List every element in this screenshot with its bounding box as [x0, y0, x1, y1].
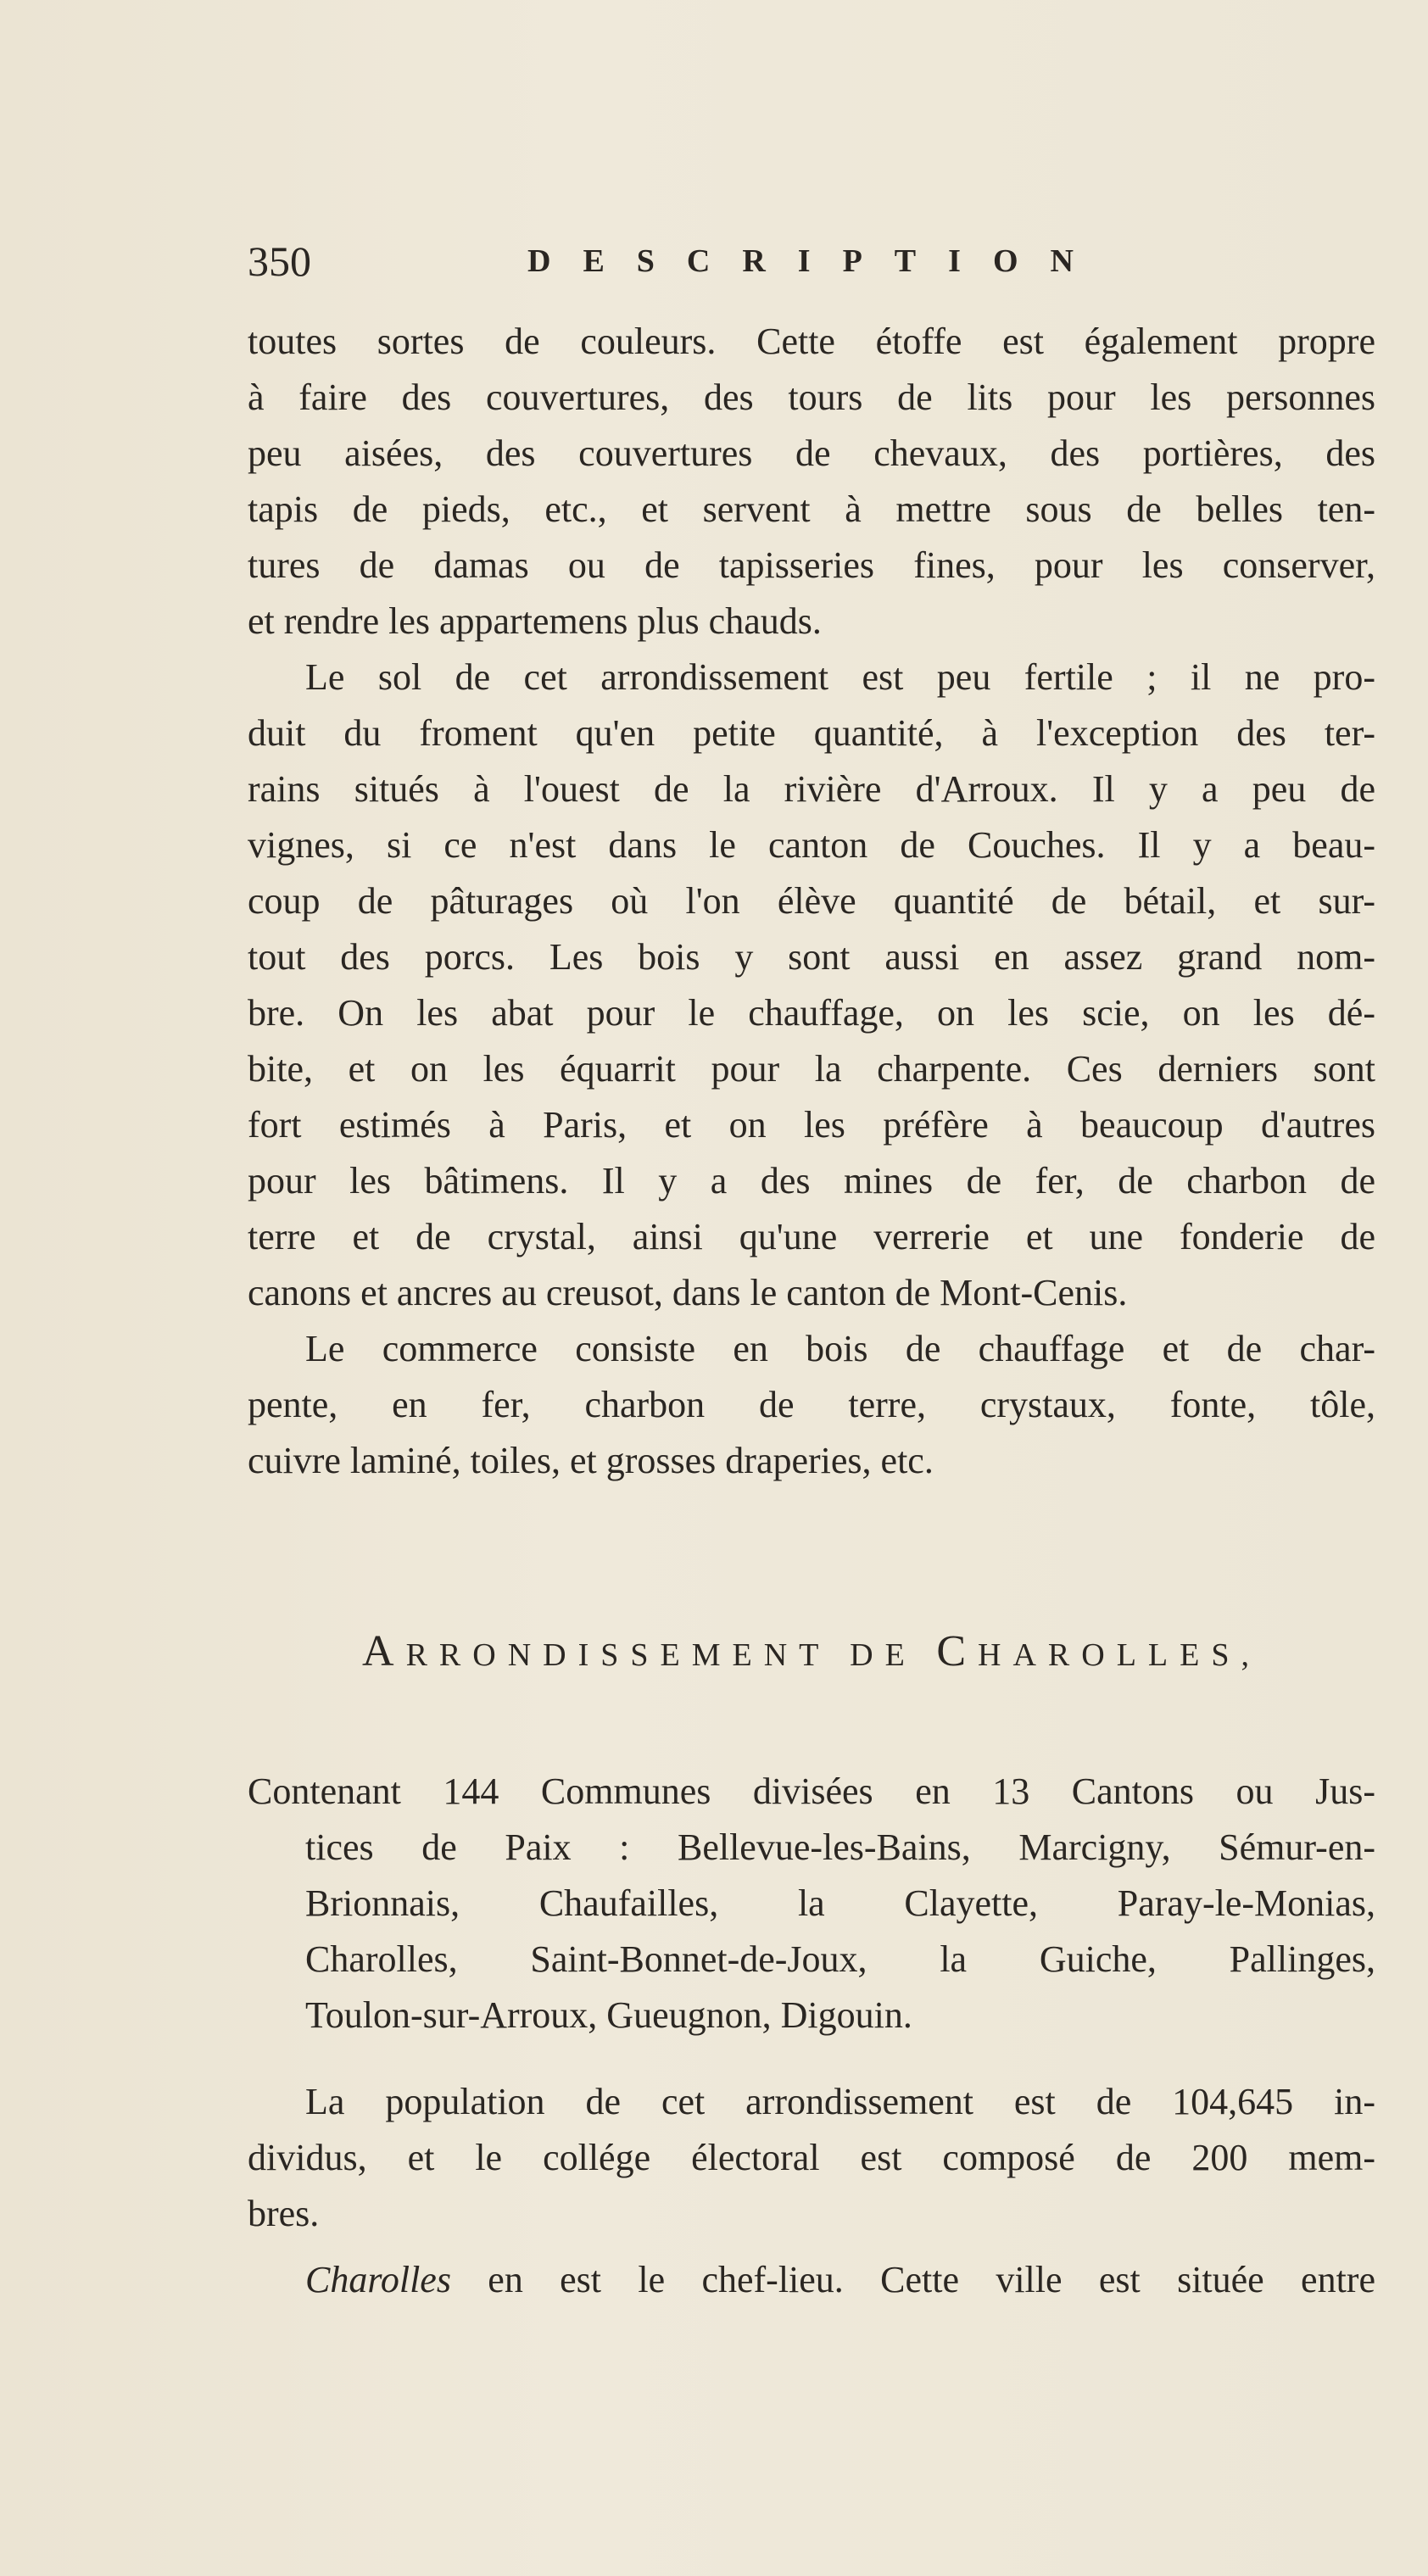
text-line: bite, et on les équarrit pour la charpente. Ces derniers sont [248, 1048, 1375, 1090]
text-line: canons et ancres au creusot, dans le canton de Mont-Cenis. [248, 1272, 1128, 1313]
text-line: toutes sortes de couleurs. Cette étoffe est également propre [248, 321, 1375, 362]
text-line: Le commerce consiste en bois de chauffage et de char- [305, 1328, 1375, 1369]
text-line: tapis de pieds, etc., et servent à mettre sous de belles ten- [248, 488, 1375, 530]
text-line: vignes, si ce n'est dans le canton de Couches. Il y a beau- [248, 824, 1375, 866]
page-number: 350 [248, 237, 311, 285]
text-line [248, 2252, 1375, 2308]
text-line: Contenant 144 Communes divisées en 13 Cantons ou Jus- [248, 1770, 1375, 1812]
text-line: bres. [248, 2193, 320, 2234]
text-line: pente, en fer, charbon de terre, crystaux, fonte, tôle, [248, 1384, 1375, 1425]
paragraph-5 [248, 2074, 1375, 2242]
text-line: tices de Paix : Bellevue-les-Bains, Marcigny, Sémur-en- [305, 1826, 1375, 1868]
italic-town-name: Charolles [305, 2259, 451, 2300]
section-title-part: RRONDISSEMENT DE [405, 1637, 937, 1673]
section-title-part: HAROLLES, [978, 1637, 1261, 1673]
text-line: à faire des couvertures, des tours de lits pour les personnes [248, 376, 1375, 418]
text-line: coup de pâturages où l'on élève quantité de bétail, et sur- [248, 880, 1375, 922]
text-line: cuivre laminé, toiles, et grosses draperies, etc. [248, 1440, 934, 1481]
page-header [248, 227, 1375, 295]
text-line: Toulon-sur-Arroux, Gueugnon, Digouin. [305, 1994, 912, 2036]
section-title [248, 1624, 1375, 1683]
text-line: terre et de crystal, ainsi qu'une verrerie et une fonderie de [248, 1216, 1375, 1257]
paragraph-6 [248, 2252, 1375, 2308]
paragraph-3 [248, 1321, 1375, 1489]
paragraph-2 [248, 650, 1375, 1321]
text-line: Brionnais, Chaufailles, la Clayette, Paray-le-Monias, [305, 1882, 1375, 1924]
section-title-initial-c: C [936, 1627, 979, 1676]
text-line: Le sol de cet arrondissement est peu fertile ; il ne pro- [305, 656, 1375, 698]
text-line: et rendre les appartemens plus chauds. [248, 600, 822, 642]
section-title-initial-a: A [362, 1627, 406, 1676]
text-line: dividus, et le collége électoral est composé de 200 mem- [248, 2137, 1375, 2178]
text-line: tout des porcs. Les bois y sont aussi en assez grand nom- [248, 936, 1375, 978]
text-line: tures de damas ou de tapisseries fines, pour les conserver, [248, 544, 1375, 586]
paragraph-4-cantons [248, 1764, 1375, 2044]
text-line: Charolles, Saint-Bonnet-de-Joux, la Guiche, Pallinges, [305, 1938, 1375, 1980]
text-line: fort estimés à Paris, et on les préfère à beaucoup d'autres [248, 1104, 1375, 1146]
text-line: La population de cet arrondissement est de 104,645 in- [305, 2081, 1375, 2122]
text-line: peu aisées, des couvertures de chevaux, des portières, des [248, 432, 1375, 474]
text-line: rains situés à l'ouest de la rivière d'Arroux. Il y a peu de [248, 768, 1375, 810]
paragraph-1 [248, 314, 1375, 650]
running-head: DESCRIPTION [527, 243, 1106, 279]
text-line: pour les bâtimens. Il y a des mines de fer, de charbon de [248, 1160, 1375, 1202]
text-fragment: en est le chef-lieu. Cette ville est située entre [450, 2259, 1375, 2300]
text-line: duit du froment qu'en petite quantité, à l'exception des ter- [248, 712, 1375, 754]
text-line: bre. On les abat pour le chauffage, on les scie, on les dé- [248, 992, 1375, 1034]
